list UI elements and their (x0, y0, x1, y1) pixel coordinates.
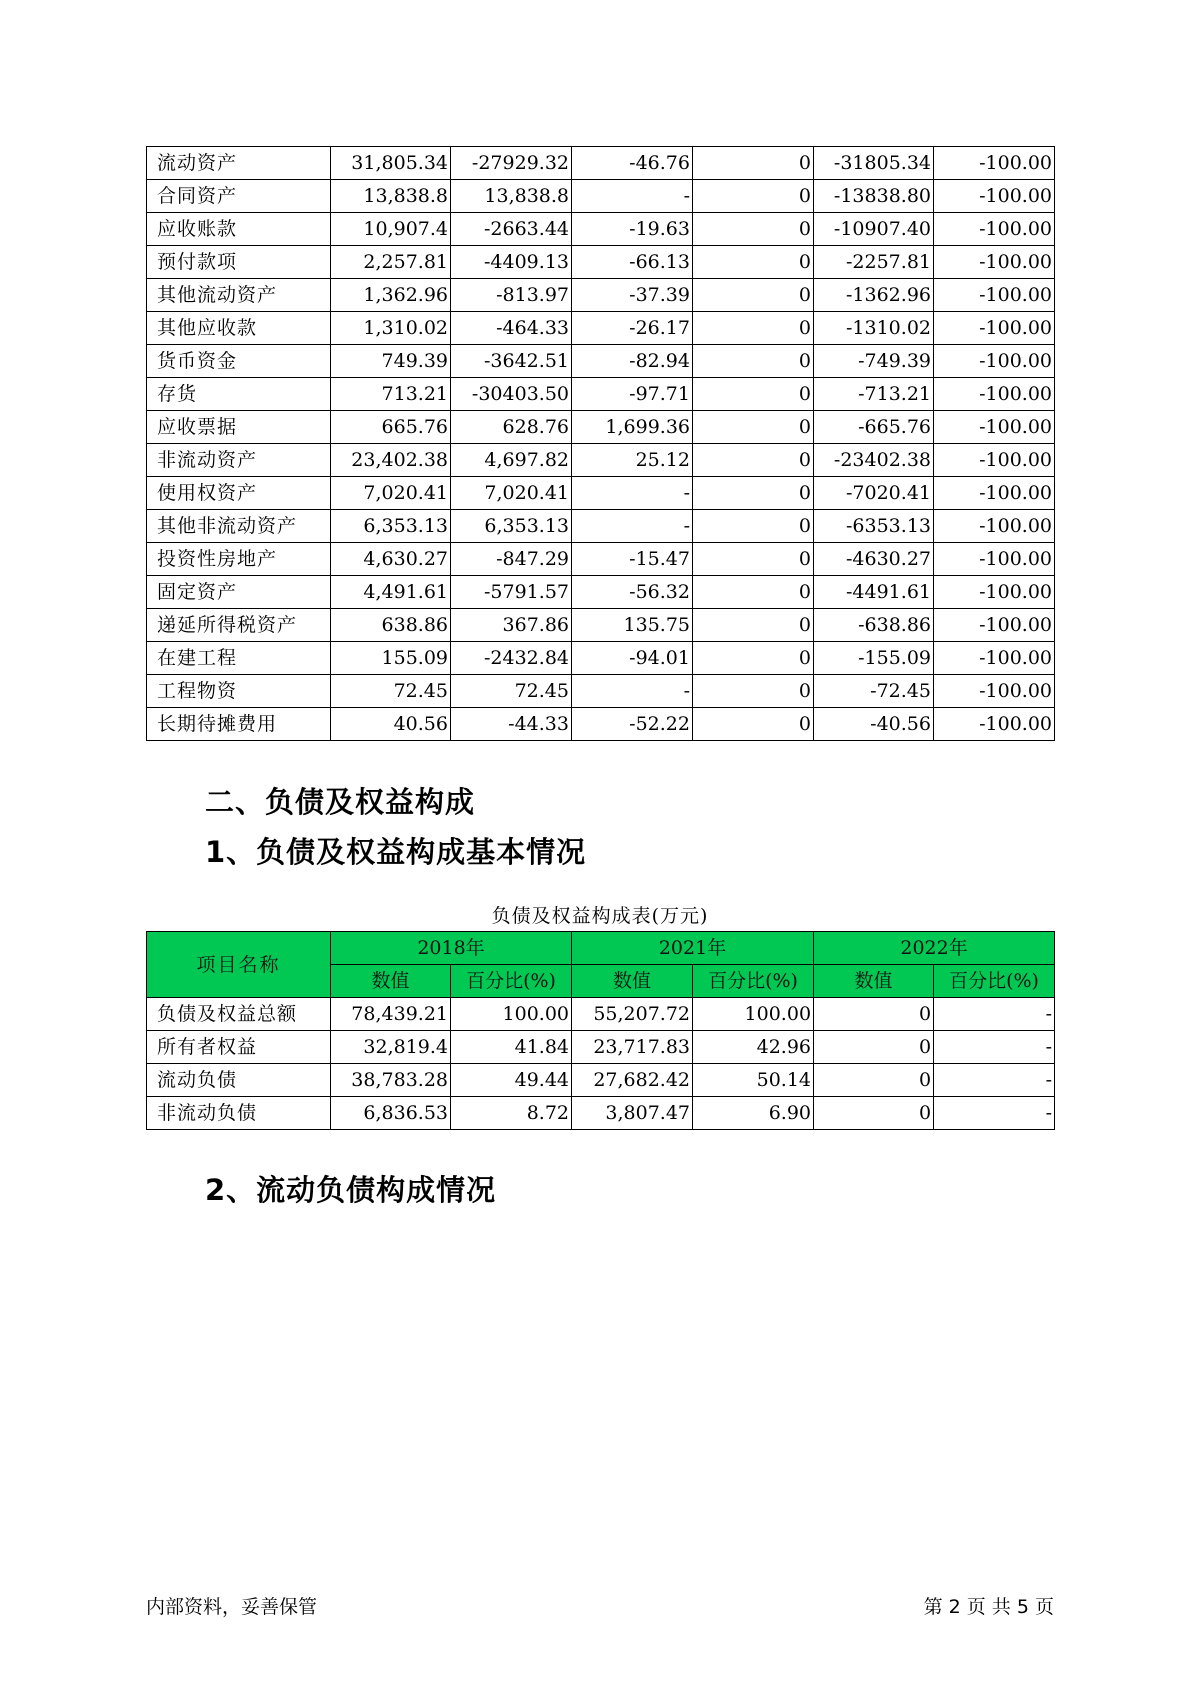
value-header: 数值 (331, 965, 451, 998)
value-cell: -464.33 (451, 312, 572, 345)
value-cell: -100.00 (934, 642, 1055, 675)
row-label-cell: 固定资产 (147, 576, 331, 609)
value-cell: -100.00 (934, 345, 1055, 378)
value-cell: 0 (693, 675, 814, 708)
value-cell: 0 (693, 213, 814, 246)
value-cell: -23402.38 (814, 444, 934, 477)
value-cell: 135.75 (572, 609, 693, 642)
value-cell: -100.00 (934, 378, 1055, 411)
value-cell: 0 (693, 510, 814, 543)
table-row (147, 147, 1055, 180)
percent-header: 百分比(%) (693, 965, 814, 998)
value-cell: 27,682.42 (572, 1064, 693, 1097)
value-header: 数值 (572, 965, 693, 998)
value-cell: 23,717.83 (572, 1031, 693, 1064)
table-row (147, 1064, 1055, 1097)
row-label-cell: 其他非流动资产 (147, 510, 331, 543)
value-cell: 13,838.8 (451, 180, 572, 213)
value-cell: -6353.13 (814, 510, 934, 543)
value-cell: 13,838.8 (331, 180, 451, 213)
row-label-cell: 货币资金 (147, 345, 331, 378)
value-cell: 0 (814, 998, 934, 1031)
value-cell: 0 (693, 444, 814, 477)
value-cell: - (572, 477, 693, 510)
value-cell: -44.33 (451, 708, 572, 741)
row-label-cell: 应收账款 (147, 213, 331, 246)
value-cell: 628.76 (451, 411, 572, 444)
table-row (147, 279, 1055, 312)
value-cell: -10907.40 (814, 213, 934, 246)
value-cell: 0 (693, 543, 814, 576)
value-cell: 49.44 (451, 1064, 572, 1097)
value-cell: 0 (693, 411, 814, 444)
value-cell: -100.00 (934, 147, 1055, 180)
value-cell: 0 (814, 1031, 934, 1064)
value-cell: 23,402.38 (331, 444, 451, 477)
value-cell: -4409.13 (451, 246, 572, 279)
value-cell: 55,207.72 (572, 998, 693, 1031)
row-label-cell: 长期待摊费用 (147, 708, 331, 741)
percent-header: 百分比(%) (451, 965, 572, 998)
value-cell: -4630.27 (814, 543, 934, 576)
row-label-cell: 合同资产 (147, 180, 331, 213)
value-cell: 155.09 (331, 642, 451, 675)
table-row (147, 213, 1055, 246)
row-label-cell: 存货 (147, 378, 331, 411)
value-cell: - (934, 1097, 1055, 1130)
value-cell: 0 (693, 609, 814, 642)
table-row (147, 675, 1055, 708)
value-cell: 100.00 (693, 998, 814, 1031)
value-cell: 0 (693, 576, 814, 609)
value-cell: 38,783.28 (331, 1064, 451, 1097)
value-cell: 4,630.27 (331, 543, 451, 576)
value-cell: 72.45 (331, 675, 451, 708)
value-cell: 4,491.61 (331, 576, 451, 609)
table-row (147, 1097, 1055, 1130)
value-cell: 0 (693, 642, 814, 675)
value-cell: -1310.02 (814, 312, 934, 345)
value-header: 数值 (814, 965, 934, 998)
row-label-cell: 使用权资产 (147, 477, 331, 510)
value-cell: -66.13 (572, 246, 693, 279)
row-label-cell: 投资性房地产 (147, 543, 331, 576)
row-label-cell: 其他流动资产 (147, 279, 331, 312)
value-cell: 665.76 (331, 411, 451, 444)
value-cell: 1,699.36 (572, 411, 693, 444)
value-cell: -749.39 (814, 345, 934, 378)
liabilities-equity-table (146, 931, 1055, 1130)
row-label-cell: 预付款项 (147, 246, 331, 279)
value-cell: 78,439.21 (331, 998, 451, 1031)
value-cell: - (572, 510, 693, 543)
value-cell: -19.63 (572, 213, 693, 246)
value-cell: -4491.61 (814, 576, 934, 609)
row-label-cell: 负债及权益总额 (147, 998, 331, 1031)
value-cell: -26.17 (572, 312, 693, 345)
table-row (147, 708, 1055, 741)
percent-header: 百分比(%) (934, 965, 1055, 998)
table-row (147, 378, 1055, 411)
table-row (147, 543, 1055, 576)
value-cell: 1,310.02 (331, 312, 451, 345)
table-row (147, 998, 1055, 1031)
value-cell: 0 (693, 246, 814, 279)
value-cell: -31805.34 (814, 147, 934, 180)
row-label-cell: 所有者权益 (147, 1031, 331, 1064)
value-cell: -5791.57 (451, 576, 572, 609)
table-row (147, 246, 1055, 279)
value-cell: 4,697.82 (451, 444, 572, 477)
value-cell: 72.45 (451, 675, 572, 708)
value-cell: 0 (693, 477, 814, 510)
row-label-cell: 流动资产 (147, 147, 331, 180)
value-cell: -100.00 (934, 213, 1055, 246)
assets-change-table (146, 146, 1055, 741)
footer-confidential-note: 内部资料，妥善保管 (146, 1596, 318, 1618)
value-cell: 0 (693, 378, 814, 411)
value-cell: -2257.81 (814, 246, 934, 279)
value-cell: -100.00 (934, 444, 1055, 477)
value-cell: 749.39 (331, 345, 451, 378)
value-cell: -97.71 (572, 378, 693, 411)
value-cell: -7020.41 (814, 477, 934, 510)
value-cell: 7,020.41 (331, 477, 451, 510)
value-cell: -100.00 (934, 279, 1055, 312)
value-cell: 0 (693, 279, 814, 312)
value-cell: 367.86 (451, 609, 572, 642)
value-cell: 638.86 (331, 609, 451, 642)
table-row (147, 510, 1055, 543)
value-cell: 0 (693, 312, 814, 345)
value-cell: 10,907.4 (331, 213, 451, 246)
value-cell: -56.32 (572, 576, 693, 609)
row-label-cell: 递延所得税资产 (147, 609, 331, 642)
value-cell: -37.39 (572, 279, 693, 312)
table-row (147, 1031, 1055, 1064)
value-cell: 6,836.53 (331, 1097, 451, 1130)
value-cell: -100.00 (934, 708, 1055, 741)
value-cell: 25.12 (572, 444, 693, 477)
year-header: 2018年 (331, 932, 572, 965)
value-cell: -100.00 (934, 180, 1055, 213)
subheading-liabilities-equity-overview: 1、负债及权益构成基本情况 (205, 835, 587, 869)
value-cell: 40.56 (331, 708, 451, 741)
value-cell: 0 (693, 345, 814, 378)
table-caption: 负债及权益构成表(万元) (491, 905, 709, 927)
value-cell: 41.84 (451, 1031, 572, 1064)
year-header: 2022年 (814, 932, 1055, 965)
value-cell: -13838.80 (814, 180, 934, 213)
value-cell: - (572, 675, 693, 708)
value-cell: - (934, 1031, 1055, 1064)
value-cell: 31,805.34 (331, 147, 451, 180)
value-cell: 6,353.13 (451, 510, 572, 543)
value-cell: -15.47 (572, 543, 693, 576)
value-cell: -100.00 (934, 576, 1055, 609)
value-cell: -46.76 (572, 147, 693, 180)
value-cell: 100.00 (451, 998, 572, 1031)
value-cell: -72.45 (814, 675, 934, 708)
value-cell: -100.00 (934, 609, 1055, 642)
value-cell: -3642.51 (451, 345, 572, 378)
value-cell: 713.21 (331, 378, 451, 411)
value-cell: -30403.50 (451, 378, 572, 411)
value-cell: -847.29 (451, 543, 572, 576)
value-cell: -40.56 (814, 708, 934, 741)
value-cell: 1,362.96 (331, 279, 451, 312)
table-row (147, 477, 1055, 510)
value-cell: -100.00 (934, 543, 1055, 576)
value-cell: 7,020.41 (451, 477, 572, 510)
value-cell: 0 (693, 180, 814, 213)
value-cell: - (572, 180, 693, 213)
value-cell: -1362.96 (814, 279, 934, 312)
value-cell: 0 (814, 1064, 934, 1097)
value-cell: 6,353.13 (331, 510, 451, 543)
row-label-cell: 应收票据 (147, 411, 331, 444)
table-row (147, 642, 1055, 675)
value-cell: 0 (693, 708, 814, 741)
value-cell: -94.01 (572, 642, 693, 675)
value-cell: 0 (693, 147, 814, 180)
value-cell: -27929.32 (451, 147, 572, 180)
value-cell: -638.86 (814, 609, 934, 642)
table-row (147, 180, 1055, 213)
value-cell: -813.97 (451, 279, 572, 312)
value-cell: - (934, 1064, 1055, 1097)
table-row (147, 345, 1055, 378)
year-header: 2021年 (572, 932, 814, 965)
value-cell: -2432.84 (451, 642, 572, 675)
value-cell: -100.00 (934, 312, 1055, 345)
section-heading: 二、负债及权益构成 (205, 785, 476, 819)
value-cell: 50.14 (693, 1064, 814, 1097)
value-cell: - (934, 998, 1055, 1031)
value-cell: 3,807.47 (572, 1097, 693, 1130)
subheading-current-liabilities: 2、流动负债构成情况 (205, 1173, 497, 1207)
value-cell: -713.21 (814, 378, 934, 411)
value-cell: 6.90 (693, 1097, 814, 1130)
year-header-row (147, 932, 1055, 965)
row-label-cell: 非流动资产 (147, 444, 331, 477)
value-cell: 0 (814, 1097, 934, 1130)
row-label-cell: 非流动负债 (147, 1097, 331, 1130)
row-label-cell: 工程物资 (147, 675, 331, 708)
value-cell: -665.76 (814, 411, 934, 444)
value-cell: -52.22 (572, 708, 693, 741)
table-row (147, 576, 1055, 609)
value-cell: 8.72 (451, 1097, 572, 1130)
value-cell: -82.94 (572, 345, 693, 378)
value-cell: -100.00 (934, 510, 1055, 543)
value-cell: -155.09 (814, 642, 934, 675)
row-label-cell: 流动负债 (147, 1064, 331, 1097)
value-cell: -2663.44 (451, 213, 572, 246)
value-cell: -100.00 (934, 411, 1055, 444)
value-cell: 2,257.81 (331, 246, 451, 279)
table-row (147, 312, 1055, 345)
value-cell: -100.00 (934, 246, 1055, 279)
footer-page-number: 第 2 页 共 5 页 (923, 1596, 1054, 1618)
table-row (147, 444, 1055, 477)
value-cell: -100.00 (934, 675, 1055, 708)
table-row (147, 411, 1055, 444)
value-cell: 42.96 (693, 1031, 814, 1064)
value-cell: 32,819.4 (331, 1031, 451, 1064)
row-label-cell: 其他应收款 (147, 312, 331, 345)
row-label-cell: 在建工程 (147, 642, 331, 675)
item-name-header: 项目名称 (147, 932, 331, 998)
table-row (147, 609, 1055, 642)
value-cell: -100.00 (934, 477, 1055, 510)
